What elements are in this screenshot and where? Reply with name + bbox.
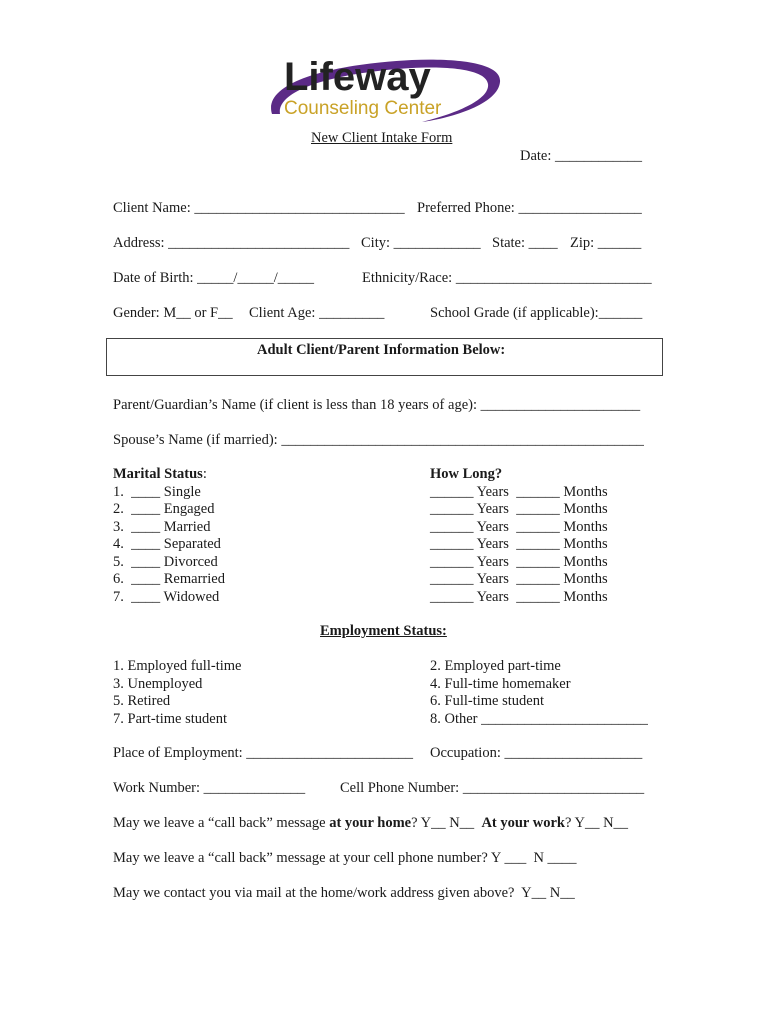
- how-long-heading: How Long?: [430, 466, 503, 482]
- marital-option[interactable]: 2. ____ Engaged: [113, 501, 215, 517]
- callback-home-prefix: May we leave a “call back” message: [113, 815, 330, 831]
- employment-option[interactable]: 7. Part-time student: [113, 710, 227, 727]
- marital-option[interactable]: 1. ____ Single: [113, 483, 201, 500]
- employment-option-other[interactable]: 8. Other _______________________: [430, 710, 648, 727]
- occupation-field[interactable]: Occupation: ___________________: [430, 745, 643, 761]
- form-title: New Client Intake Form: [311, 130, 453, 146]
- client-name-field[interactable]: Client Name: _____________________________: [113, 200, 405, 216]
- lifeway-logo: [262, 42, 508, 128]
- state-field[interactable]: State: ____: [492, 235, 558, 251]
- callback-work-bold: At your work: [481, 815, 565, 831]
- city-field[interactable]: City: ____________: [361, 235, 481, 251]
- marital-option[interactable]: 4. ____ Separated: [113, 536, 221, 552]
- callback-cell-question[interactable]: May we leave a “call back” message at your cell phone number? Y ___ N ____: [113, 850, 577, 866]
- employment-option[interactable]: 3. Unemployed: [113, 675, 203, 692]
- spouse-name-field[interactable]: Spouse’s Name (if married): __________________________________________________: [113, 432, 644, 448]
- ethnicity-field[interactable]: Ethnicity/Race: ___________________________: [362, 270, 652, 286]
- marital-status-heading-text: Marital Status: [113, 466, 203, 482]
- callback-home-yn: ? Y__ N__: [411, 815, 482, 831]
- guardian-name-field[interactable]: Parent/Guardian’s Name (if client is less than 18 years of age): ______________________: [113, 397, 641, 413]
- contact-mail-question[interactable]: May we contact you via mail at the home/work address given above? Y__ N__: [113, 885, 575, 901]
- client-age-field[interactable]: Client Age: _________: [249, 305, 385, 321]
- marital-option[interactable]: 3. ____ Married: [113, 518, 211, 535]
- logo-wordmark: Lifeway: [284, 55, 431, 99]
- adult-info-title: Adult Client/Parent Information Below:: [257, 342, 506, 358]
- marital-option[interactable]: 5. ____ Divorced: [113, 553, 218, 570]
- callback-home-work-question[interactable]: [113, 815, 628, 832]
- zip-field[interactable]: Zip: ______: [570, 235, 642, 251]
- marital-option[interactable]: 7. ____ Widowed: [113, 588, 220, 605]
- callback-work-yn: ? Y__ N__: [564, 815, 629, 831]
- marital-option[interactable]: 6. ____ Remarried: [113, 571, 225, 587]
- how-long-row[interactable]: ______ Years ______ Months: [430, 518, 608, 535]
- how-long-row[interactable]: ______ Years ______ Months: [430, 483, 608, 500]
- dob-field[interactable]: Date of Birth: _____/_____/_____: [113, 270, 314, 286]
- employment-option[interactable]: 6. Full-time student: [430, 693, 544, 709]
- how-long-row[interactable]: ______ Years ______ Months: [430, 553, 608, 570]
- callback-home-bold: at your home: [329, 815, 412, 831]
- cell-number-field[interactable]: Cell Phone Number: _________________________: [340, 780, 645, 796]
- marital-status-heading: [113, 466, 207, 483]
- how-long-row[interactable]: ______ Years ______ Months: [430, 501, 608, 517]
- school-grade-field[interactable]: School Grade (if applicable):______: [430, 305, 643, 321]
- address-field[interactable]: Address: _________________________: [113, 235, 350, 251]
- employment-option[interactable]: 5. Retired: [113, 693, 171, 709]
- date-field[interactable]: Date: ____________: [520, 148, 643, 164]
- employment-option[interactable]: 1. Employed full-time: [113, 658, 242, 674]
- gender-field[interactable]: Gender: M__ or F__: [113, 305, 233, 321]
- employment-option[interactable]: 2. Employed part-time: [430, 658, 561, 674]
- employment-option[interactable]: 4. Full-time homemaker: [430, 675, 571, 692]
- preferred-phone-field[interactable]: Preferred Phone: _________________: [417, 200, 642, 216]
- logo-subtitle: Counseling Center: [284, 98, 442, 119]
- marital-status-colon: :: [202, 466, 207, 482]
- how-long-row[interactable]: ______ Years ______ Months: [430, 571, 608, 587]
- work-number-field[interactable]: Work Number: ______________: [113, 780, 306, 796]
- how-long-row[interactable]: ______ Years ______ Months: [430, 536, 608, 552]
- how-long-row[interactable]: ______ Years ______ Months: [430, 588, 608, 605]
- employment-status-heading: Employment Status:: [320, 623, 447, 639]
- place-of-employment-field[interactable]: Place of Employment: _______________________: [113, 745, 414, 761]
